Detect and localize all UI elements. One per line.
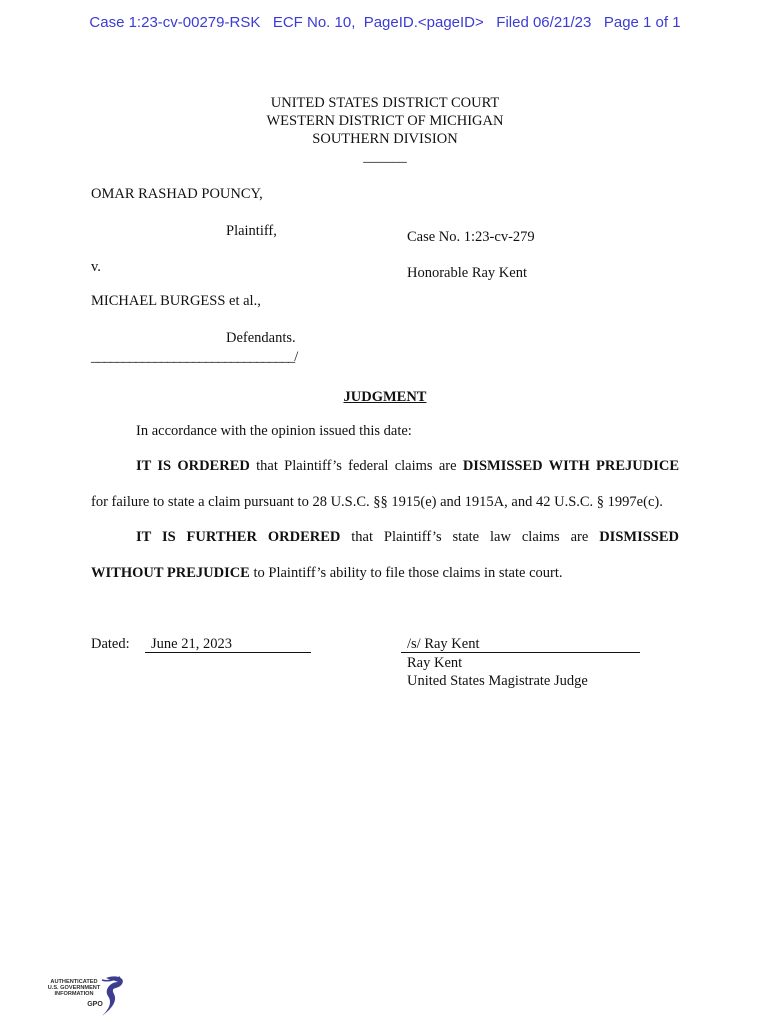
signature-signed: /s/ Ray Kent (407, 636, 480, 652)
order-two-text: that Plaintiff’s state law claims are (340, 529, 600, 545)
defendant-role: Defendants. (226, 330, 296, 346)
judge-name: Ray Kent (407, 655, 463, 671)
order-two-rest: to Plaintiff’s ability to file those claims in state court. (249, 565, 563, 581)
date-underline (145, 652, 311, 653)
order-one-disposition: DISMISSED WITH PREJUDICE (462, 458, 679, 474)
order-two-disposition-cont: WITHOUT PREJUDICE (91, 565, 250, 581)
gpo-eagle-icon (44, 974, 130, 1020)
gpo-authentication-logo (44, 974, 130, 1025)
judge-title: United States Magistrate Judge (407, 673, 588, 689)
order-one-line (91, 458, 679, 475)
gpo-logo-line1: AUTHENTICATED (50, 979, 98, 985)
court-name: UNITED STATES DISTRICT COURT (270, 95, 500, 111)
document-title: JUDGMENT (343, 389, 427, 405)
court-separator: ______ (363, 149, 407, 165)
case-number: Case No. 1:23-cv-279 (407, 229, 535, 245)
gpo-logo-mark: GPO (87, 1001, 103, 1008)
court-district: WESTERN DISTRICT OF MICHIGAN (266, 113, 504, 129)
gpo-logo-line3: INFORMATION (54, 991, 94, 997)
order-one-lead: IT IS ORDERED (136, 458, 250, 474)
plaintiff-name: OMAR RASHAD POUNCY, (91, 186, 263, 202)
court-division: SOUTHERN DIVISION (312, 131, 458, 147)
order-two-continuation (91, 565, 563, 582)
caption-closing-line: ________________________________/ (91, 349, 298, 365)
order-two-lead: IT IS FURTHER ORDERED (136, 529, 341, 545)
gpo-logo-line2: U.S. GOVERNMENT (47, 985, 101, 991)
plaintiff-role: Plaintiff, (226, 223, 277, 239)
signature-underline (401, 652, 640, 653)
defendant-name: MICHAEL BURGESS et al., (91, 293, 261, 309)
order-two-line (91, 529, 679, 546)
intro-paragraph: In accordance with the opinion issued this date: (136, 423, 412, 439)
judge-line: Honorable Ray Kent (407, 265, 527, 281)
order-one-text: that Plaintiff’s federal claims are (249, 458, 463, 474)
signature-date: June 21, 2023 (151, 636, 232, 652)
versus: v. (91, 259, 101, 275)
dated-label: Dated: (91, 636, 130, 652)
filing-header-stamp: Case 1:23-cv-00279-RSK ECF No. 10, PageID.<pageID> Filed 06/21/23 Page 1 of 1 (89, 14, 681, 31)
order-two-disposition: DISMISSED (599, 529, 679, 545)
order-one-continuation: for failure to state a claim pursuant to 28 U.S.C. §§ 1915(e) and 1915A, and 42 U.S.C. § 1997e(c). (91, 494, 663, 510)
